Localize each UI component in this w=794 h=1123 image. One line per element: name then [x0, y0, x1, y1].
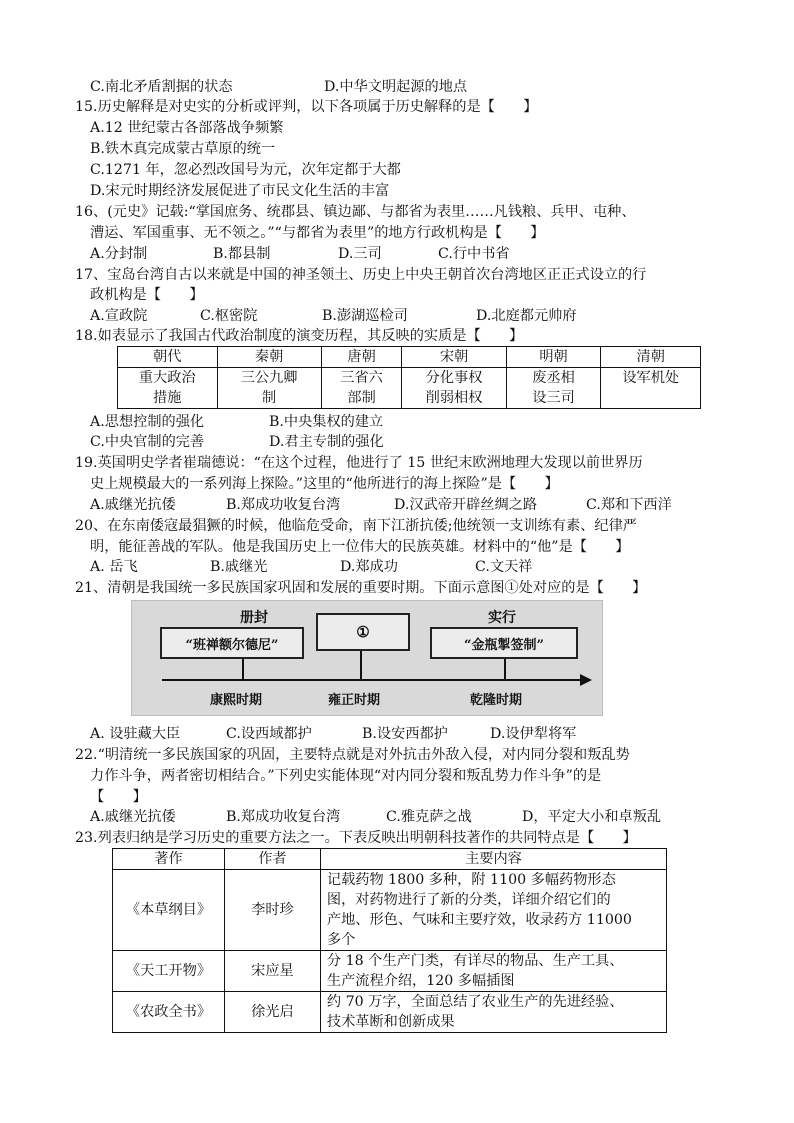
- table-cell: 李时珍: [224, 870, 320, 951]
- q15-stem: 15.历史解释是对史实的分析或评判，以下各项属于历史解释的是【 】: [75, 99, 538, 115]
- table-cell: 分 18 个生产门类，有详尽的物品、生产工具、 生产流程介绍，120 多幅插图: [320, 951, 666, 992]
- q17-option-a[interactable]: A.宣政院: [90, 308, 148, 324]
- q14-option-c[interactable]: C.南北矛盾割据的状态: [90, 79, 233, 95]
- q20-option-b[interactable]: B.戚继光: [210, 559, 268, 575]
- table-cell: 宋朝: [402, 347, 506, 368]
- table-cell: 《天工开物》: [113, 951, 225, 992]
- q17-stem-line1: 17、宝岛台湾自古以来就是中国的神圣领土、历史上中央王朝首次台湾地区正正式设立的行: [75, 267, 647, 283]
- table-header-cell: 作者: [224, 849, 320, 870]
- q22-option-b[interactable]: B.郑成功收复台湾: [226, 809, 341, 825]
- q22-option-d[interactable]: D，平定大小和卓叛乱: [522, 809, 662, 825]
- q16-option-c[interactable]: C.行中书省: [438, 246, 510, 262]
- table-cell: 《本草纲目》: [113, 870, 225, 951]
- box1: [160, 627, 304, 659]
- q19-stem-line1: 19.英国明史学者崔瑞德说：“在这个过程，他进行了 15 世纪末欧洲地理大发现以前世界历: [75, 455, 643, 471]
- q19-stem-line2: 史上规模最大的一系列海上探险。”这里的“他所进行的海上探险”是【 】: [90, 476, 559, 492]
- table-cell: 记载药物 1800 多种，附 1100 多幅药物形态 图，对药物进行了新的分类，详细介绍它们的 产地、形色、气味和主要疗效，收录药方 11000 多个: [320, 870, 666, 951]
- table-cell: 分化事权 削弱相权: [402, 368, 506, 409]
- box1-top-label: 册封: [240, 610, 268, 626]
- connector-2: [360, 651, 362, 681]
- q14-option-d[interactable]: D.中华文明起源的地点: [324, 79, 468, 95]
- q18-option-d[interactable]: D.君主专制的强化: [269, 434, 384, 450]
- connector-1: [242, 659, 244, 681]
- q15-option-c[interactable]: C.1271 年，忽必烈改国号为元，次年定都于大都: [90, 162, 401, 178]
- table-cell: 重大政治 措施: [118, 368, 218, 409]
- table-cell: 三公九卿 制: [217, 368, 321, 409]
- q23-table: [112, 848, 667, 1033]
- q18-stem: 18.如表显示了我国古代政治制度的演变历程，其反映的实质是【 】: [75, 328, 524, 344]
- table-cell: 三省六 部制: [321, 368, 402, 409]
- q21-option-a[interactable]: A. 设驻藏大臣: [90, 726, 181, 742]
- q20-option-d[interactable]: D.郑成功: [340, 559, 398, 575]
- q17-option-c[interactable]: C.枢密院: [200, 308, 258, 324]
- box1-text: “班禅额尔德尼”: [185, 638, 279, 653]
- q17-option-b[interactable]: B.澎湖巡检司: [322, 308, 408, 324]
- q16-option-a[interactable]: A.分封制: [90, 246, 148, 262]
- q21-option-d[interactable]: D.设伊犁将军: [490, 726, 577, 742]
- box2: [316, 613, 410, 651]
- table-cell: 秦朝: [217, 347, 321, 368]
- box3: [430, 627, 578, 659]
- q18-option-b[interactable]: B.中央集权的建立: [269, 414, 384, 430]
- q22-stem-line2: 力作斗争，两者密切相结合。”下列史实能体现“对内同分裂和叛乱势力作斗争”的是: [90, 768, 602, 784]
- table-cell: 《农政全书》: [113, 992, 225, 1033]
- q19-option-a[interactable]: A.戚继光抗倭: [90, 497, 176, 513]
- table-cell: 明朝: [506, 347, 601, 368]
- q20-option-a[interactable]: A. 岳飞: [90, 559, 138, 575]
- table-cell: 清朝: [601, 347, 701, 368]
- q16-option-b[interactable]: B.都县制: [213, 246, 271, 262]
- era-yongzheng: 雍正时期: [328, 693, 381, 708]
- era-kangxi: 康熙时期: [210, 693, 263, 708]
- q20-stem-line1: 20、在东南倭寇最猖獗的时候，他临危受命，南下江浙抗倭;他统领一支训练有素、纪律严: [75, 518, 637, 534]
- table-header-cell: 主要内容: [320, 849, 666, 870]
- table-header-cell: 著作: [113, 849, 225, 870]
- q15-option-d[interactable]: D.宋元时期经济发展促进了市民文化生活的丰富: [90, 183, 390, 199]
- q18-option-c[interactable]: C.中央官制的完善: [90, 434, 205, 450]
- table-row: [118, 347, 701, 368]
- timeline-axis: [162, 679, 582, 681]
- q22-stem-line1: 22.“明清统一多民族国家的巩固，主要特点就是对外抗击外敌入侵，对内同分裂和叛乱势: [75, 747, 630, 763]
- box3-top-label: 实行: [488, 610, 516, 626]
- table-cell: 废丞相 设三司: [506, 368, 601, 409]
- q21-option-b[interactable]: B.设安西都护: [362, 726, 448, 742]
- box3-text: “金瓶掣签制”: [464, 638, 544, 653]
- q15-option-a[interactable]: A.12 世纪蒙古各部落战争频繁: [90, 120, 284, 136]
- q16-stem-line1: 16、(元史》记载:“掌国庶务、统郡县、镇边鄙、与都省为表里……凡钱粮、兵甲、屯种、: [75, 204, 636, 220]
- table-cell: 徐光启: [224, 992, 320, 1033]
- table-row: [113, 849, 667, 870]
- table-row: [113, 992, 667, 1033]
- q22-stem-line3: 【 】: [90, 789, 147, 805]
- q18-table: [117, 346, 701, 409]
- q20-option-c[interactable]: C.文天祥: [475, 559, 533, 575]
- q19-option-c[interactable]: C.郑和下西洋: [586, 497, 672, 513]
- q18-option-a[interactable]: A.思想控制的强化: [90, 414, 205, 430]
- q19-option-b[interactable]: B.郑成功收复台湾: [226, 497, 341, 513]
- table-cell: 唐朝: [321, 347, 402, 368]
- q16-option-d[interactable]: D.三司: [338, 246, 382, 262]
- q22-option-a[interactable]: A.戚继光抗倭: [90, 809, 176, 825]
- table-cell: 朝代: [118, 347, 218, 368]
- q21-option-c[interactable]: C.设西域都护: [226, 726, 312, 742]
- q15-option-b[interactable]: B.铁木真完成蒙古草原的统一: [90, 141, 276, 157]
- q22-option-c[interactable]: C.雅克萨之战: [386, 809, 472, 825]
- connector-3: [504, 659, 506, 681]
- box2-text: ①: [356, 623, 370, 641]
- qing-timeline-diagram: [131, 600, 603, 716]
- era-qianlong: 乾隆时期: [470, 693, 523, 708]
- table-row: [113, 951, 667, 992]
- q19-option-d[interactable]: D.汉武帝开辟丝绸之路: [394, 497, 538, 513]
- q17-option-d[interactable]: D.北庭都元帅府: [476, 308, 577, 324]
- table-cell: 宋应星: [224, 951, 320, 992]
- q21-stem: 21、清朝是我国统一多民族国家巩固和发展的重要时期。下面示意图①处对应的是【 】: [75, 580, 647, 596]
- q20-stem-line2: 明，能征善战的军队。他是我国历史上一位伟大的民族英雄。材料中的“他”是【 】: [90, 539, 630, 555]
- table-row: [118, 368, 701, 409]
- q17-stem-line2: 政机构是【 】: [90, 287, 204, 303]
- table-row: [113, 870, 667, 951]
- table-cell: 设军机处: [601, 368, 701, 409]
- q23-stem: 23.列表归纳是学习历史的重要方法之一。下表反映出明朝科技著作的共同特点是【 】: [75, 830, 637, 846]
- arrow-right-icon: [580, 674, 592, 686]
- table-cell: 约 70 万字，全面总结了农业生产的先进经验、 技术革断和创新成果: [320, 992, 666, 1033]
- q16-stem-line2: 漕运、军国重事、无不领之。”“与都省为表里”的地方行政机构是【 】: [90, 225, 545, 241]
